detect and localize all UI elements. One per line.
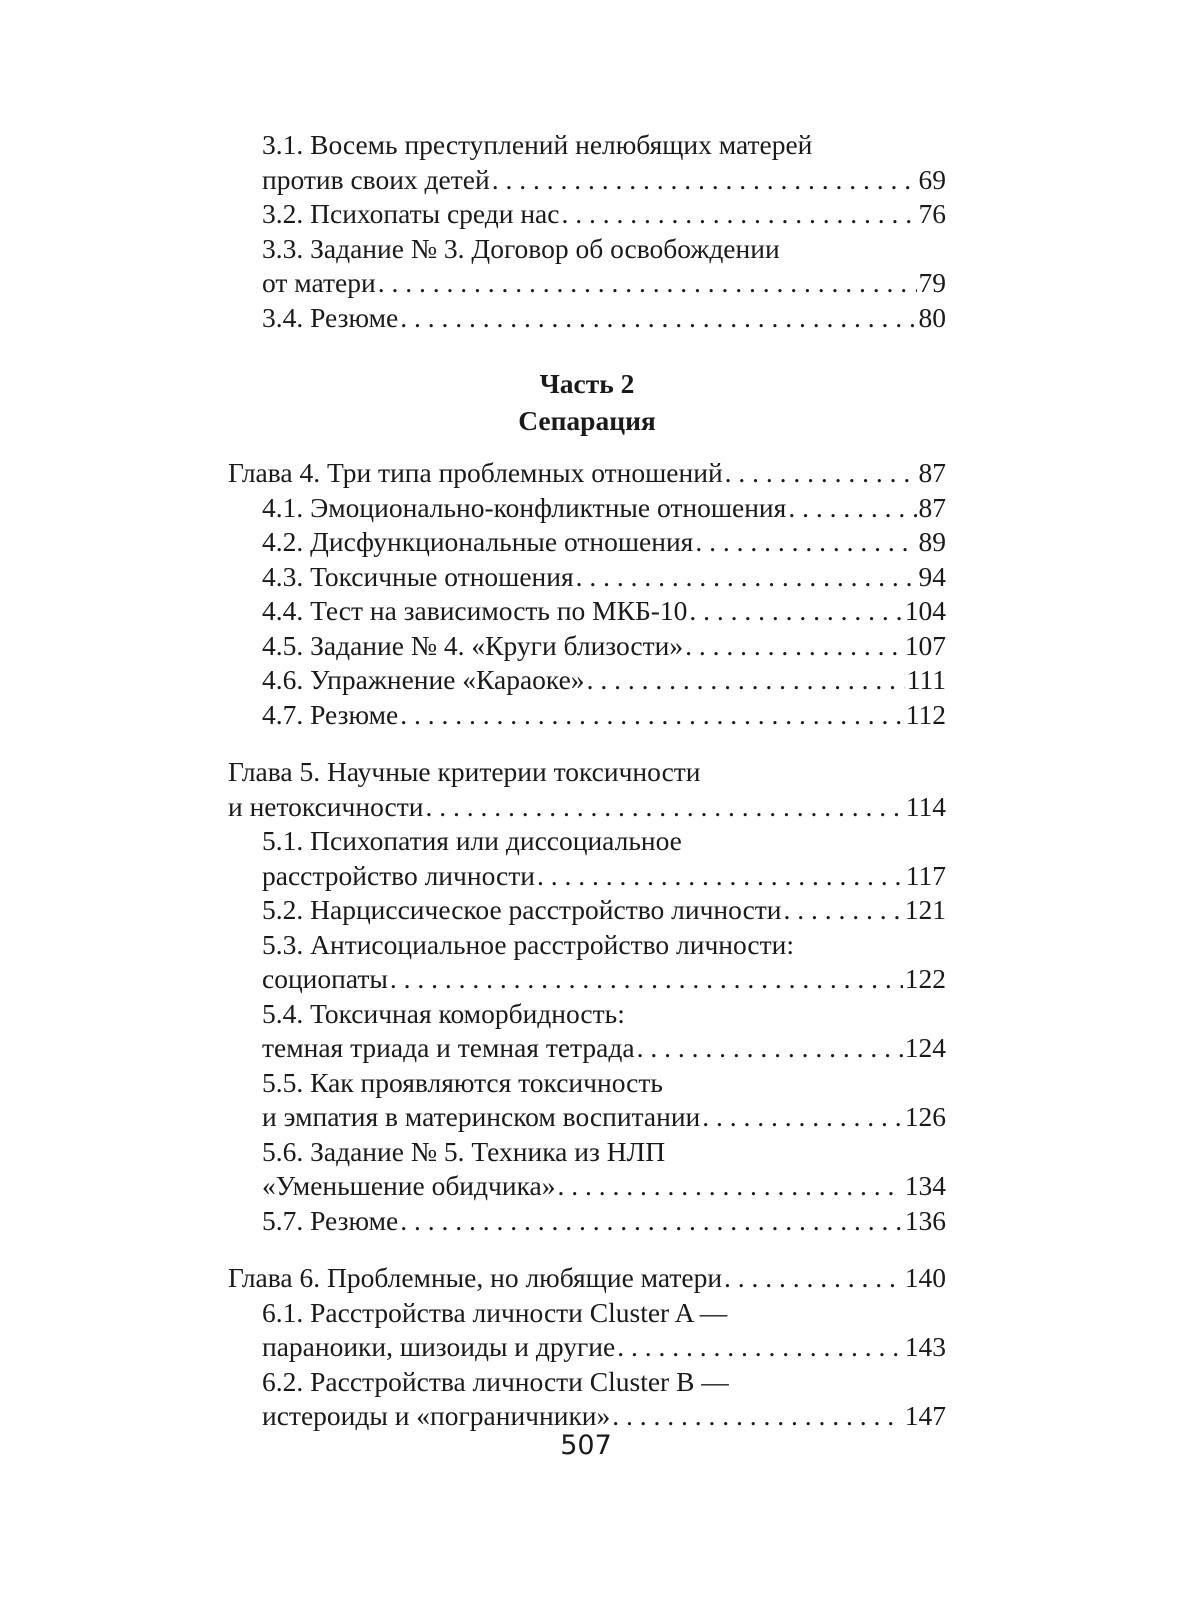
chapter-title: Глава 4. Три типа проблемных отношений (228, 457, 723, 488)
chapter-title: Глава 5. Научные критерии токсичности (228, 756, 701, 787)
dot-leader (400, 301, 916, 336)
toc-entry-4-6[interactable] (228, 663, 946, 698)
page-ref: 87 (918, 457, 946, 488)
dot-leader (788, 491, 916, 526)
page-ref: 122 (904, 963, 946, 994)
part-title: Часть 2 (539, 368, 635, 399)
part-name: Сепарация (518, 404, 656, 436)
page-ref: 126 (904, 1101, 946, 1132)
dot-leader (725, 456, 917, 491)
toc-entry-5-3[interactable] (228, 928, 946, 997)
entry-title: 5.4. Токсичная коморбидность: (262, 997, 625, 1029)
toc-entry-4-3[interactable] (228, 560, 946, 595)
page-ref: 76 (918, 198, 946, 229)
dot-leader (637, 1031, 903, 1066)
dot-leader (612, 1399, 902, 1434)
entry-title: 5.1. Психопатия или диссоциальное (262, 825, 682, 856)
page-ref: 114 (905, 790, 946, 822)
chapter-title-cont: и нетоксичности (228, 790, 424, 822)
entry-title: 6.2. Расстройства личности Cluster B — (262, 1365, 729, 1397)
toc-entry-3-4[interactable] (228, 301, 946, 336)
toc-entry-4-7[interactable] (228, 698, 946, 733)
entry-title: 4.7. Резюме (262, 698, 399, 730)
chapter-title: Глава 6. Проблемные, но любящие матери (228, 1262, 723, 1293)
entry-title-cont: расстройство личности (262, 859, 535, 891)
page-ref: 94 (918, 560, 946, 592)
entry-title-cont: темная триада и темная тетрада (262, 1032, 635, 1063)
page-ref: 136 (904, 1204, 946, 1236)
dot-leader (378, 266, 917, 301)
dot-leader (425, 790, 903, 825)
entry-title-cont: истероиды и «пограничники» (262, 1400, 611, 1431)
toc-entry-4-5[interactable] (228, 629, 946, 664)
entry-title: 3.4. Резюме (262, 301, 399, 333)
table-of-contents (228, 128, 946, 1434)
toc-entry-6-2[interactable] (228, 1365, 946, 1434)
entry-title: 3.3. Задание № 3. Договор об освобождении (262, 232, 780, 264)
page-ref: 143 (904, 1331, 946, 1362)
page-ref: 111 (906, 664, 946, 695)
dot-leader (724, 1261, 903, 1296)
toc-entry-3-1[interactable] (228, 128, 946, 197)
dot-leader (695, 525, 916, 560)
dot-leader (561, 197, 916, 232)
toc-chapter-4[interactable] (228, 456, 946, 491)
dot-leader (400, 698, 904, 733)
page-ref: 140 (904, 1262, 946, 1293)
toc-entry-6-1[interactable] (228, 1296, 946, 1365)
entry-title: 4.3. Токсичные отношения (262, 560, 574, 592)
dot-leader (685, 629, 903, 664)
page-ref: 121 (904, 894, 946, 925)
entry-title: 4.6. Упражнение «Караоке» (262, 664, 585, 695)
page-ref: 69 (918, 163, 946, 195)
page-ref: 79 (918, 267, 946, 298)
entry-title: 5.7. Резюме (262, 1204, 399, 1236)
dot-leader (557, 1169, 902, 1204)
entry-title-cont: параноики, шизоиды и другие (262, 1331, 616, 1362)
entry-title: 3.2. Психопаты среди нас (262, 198, 560, 229)
dot-leader (400, 1204, 902, 1239)
page-ref: 117 (905, 859, 946, 891)
dot-leader (587, 663, 905, 698)
page-ref: 87 (918, 491, 946, 523)
toc-entry-4-4[interactable] (228, 594, 946, 629)
page-ref: 107 (904, 629, 946, 661)
page-ref: 89 (918, 526, 946, 557)
entry-title: 4.2. Дисфункциональные отношения (262, 526, 694, 557)
toc-entry-4-2[interactable] (228, 525, 946, 560)
toc-entry-5-6[interactable] (228, 1135, 946, 1204)
dot-leader (576, 560, 917, 595)
entry-title-cont: и эмпатия в материнском воспитании (262, 1101, 701, 1132)
toc-entry-5-1[interactable] (228, 824, 946, 893)
toc-entry-5-7[interactable] (228, 1204, 946, 1239)
dot-leader (537, 859, 904, 894)
entry-title-cont: «Уменьшение обидчика» (262, 1170, 556, 1201)
page-number: 507 (560, 1430, 612, 1461)
toc-chapter-5[interactable] (228, 755, 946, 824)
dot-leader (689, 594, 902, 629)
toc-entry-4-1[interactable] (228, 491, 946, 526)
entry-title: 5.3. Антисоциальное расстройство личности: (262, 928, 795, 960)
entry-title: 6.1. Расстройства личности Cluster A — (262, 1296, 728, 1328)
page-ref: 134 (904, 1170, 946, 1201)
page-ref: 147 (904, 1400, 946, 1431)
toc-entry-5-4[interactable] (228, 997, 946, 1066)
entry-title: 5.2. Нарциссическое расстройство личности (262, 894, 782, 925)
toc-chapter-6[interactable] (228, 1261, 946, 1296)
dot-leader (492, 163, 917, 198)
entry-title: 4.1. Эмоционально-конфликтные отношения (262, 491, 787, 523)
toc-entry-3-2[interactable] (228, 197, 946, 232)
toc-entry-5-5[interactable] (228, 1066, 946, 1135)
toc-entry-3-3[interactable] (228, 232, 946, 301)
page-ref: 112 (905, 698, 946, 730)
entry-title-cont: социопаты (262, 963, 388, 994)
entry-title-cont: от матери (262, 267, 376, 298)
entry-title: 5.5. Как проявляются токсичность (262, 1066, 663, 1098)
entry-title: 3.1. Восемь преступлений нелюбящих матерей (262, 129, 813, 160)
entry-title-cont: против своих детей (262, 163, 490, 195)
page-ref: 104 (904, 595, 946, 626)
page-ref: 124 (904, 1032, 946, 1063)
entry-title: 5.6. Задание № 5. Техника из НЛП (262, 1135, 666, 1167)
page-ref: 80 (918, 301, 946, 333)
toc-entry-5-2[interactable] (228, 893, 946, 928)
entry-title: 4.5. Задание № 4. «Круги близости» (262, 629, 684, 661)
dot-leader (784, 893, 903, 928)
dot-leader (702, 1100, 902, 1135)
entry-title: 4.4. Тест на зависимость по МКБ-10 (262, 595, 688, 626)
dot-leader (390, 962, 903, 997)
dot-leader (617, 1330, 903, 1365)
